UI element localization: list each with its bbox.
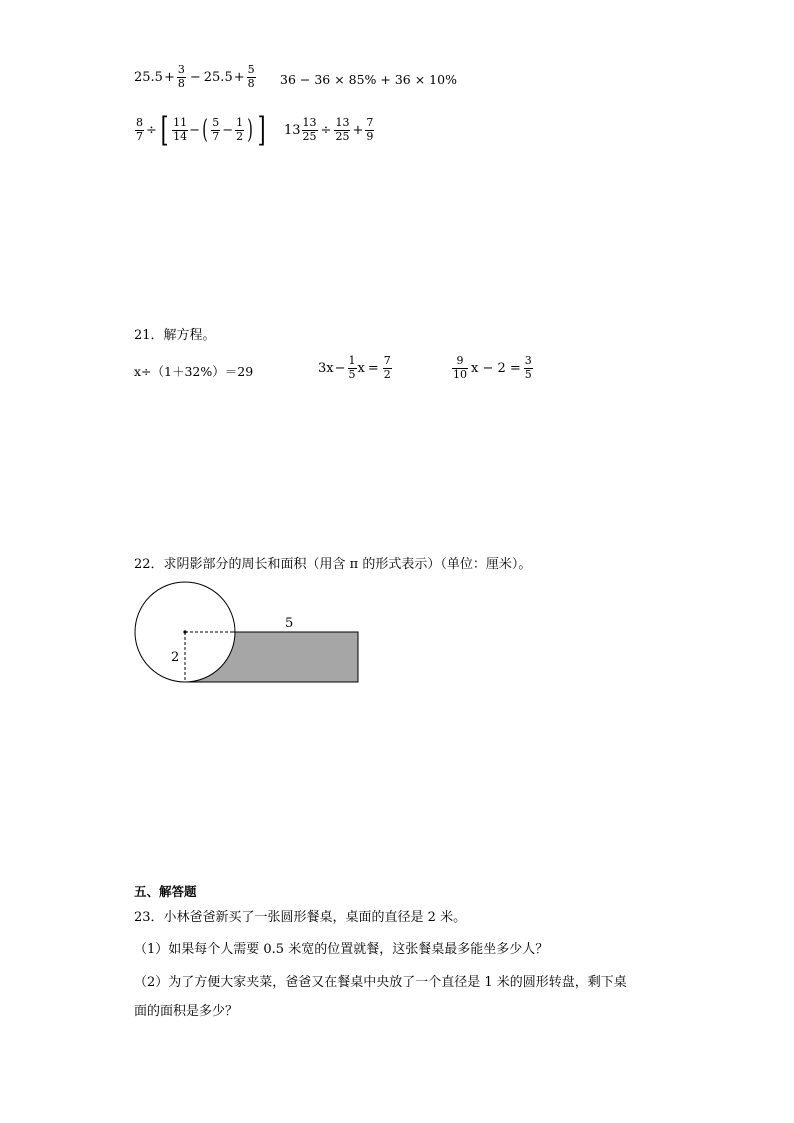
denominator: 8 bbox=[177, 76, 185, 90]
minus-sign: − bbox=[189, 122, 201, 138]
plus-sign: + bbox=[233, 69, 245, 85]
divide-sign: ÷ bbox=[146, 122, 157, 138]
denominator: 25 bbox=[335, 129, 350, 143]
plus-sign: + bbox=[163, 69, 175, 85]
question-23-stem: 23．小林爸爸新买了一张圆形餐桌，桌面的直径是 2 米。 bbox=[134, 910, 467, 925]
numerator: 1 bbox=[236, 115, 244, 129]
equals-sign: = bbox=[367, 360, 379, 376]
numerator: 11 bbox=[173, 115, 188, 129]
numerator: 5 bbox=[247, 63, 255, 76]
equation-body: x − 2 = bbox=[471, 360, 521, 376]
fraction-11-14 bbox=[172, 117, 188, 143]
numerator: 8 bbox=[136, 115, 143, 129]
variable-x: x bbox=[357, 360, 365, 376]
term-b: 25.5 bbox=[203, 69, 233, 85]
right-paren: ) bbox=[247, 115, 254, 145]
term-3x: 3x bbox=[318, 360, 334, 376]
fraction-3-8 bbox=[177, 64, 186, 90]
fraction-13-25 bbox=[302, 117, 318, 143]
denominator: 2 bbox=[236, 129, 244, 143]
numerator: 7 bbox=[383, 354, 391, 367]
shaded-figure bbox=[128, 575, 368, 690]
divide-sign: ÷ bbox=[320, 122, 332, 138]
denominator: 7 bbox=[136, 129, 143, 143]
minus-sign: − bbox=[222, 122, 234, 138]
equation-2 bbox=[318, 355, 393, 381]
equation-1: x÷（1＋32%）＝29 bbox=[134, 364, 254, 379]
fraction-1-5 bbox=[348, 355, 357, 381]
fraction-8-7 bbox=[135, 117, 144, 143]
fraction-3-5 bbox=[524, 355, 533, 381]
left-bracket: [ bbox=[160, 110, 169, 150]
numerator: 13 bbox=[335, 116, 350, 129]
numerator: 3 bbox=[524, 354, 532, 367]
numerator: 5 bbox=[212, 115, 220, 129]
numerator: 9 bbox=[456, 354, 464, 367]
center-dot bbox=[183, 630, 186, 633]
denominator: 5 bbox=[348, 367, 356, 381]
fraction-5-7 bbox=[211, 117, 220, 143]
fraction-7-2 bbox=[383, 355, 392, 381]
denominator: 14 bbox=[173, 129, 188, 143]
section-5-heading: 五、解答题 bbox=[134, 884, 197, 899]
label-2: 2 bbox=[171, 650, 180, 665]
minus-sign: − bbox=[334, 360, 346, 376]
equation-3 bbox=[451, 355, 534, 381]
label-5: 5 bbox=[285, 616, 294, 631]
calc-expression-3 bbox=[134, 110, 269, 150]
denominator: 9 bbox=[366, 129, 374, 143]
numerator: 1 bbox=[348, 354, 356, 367]
denominator: 10 bbox=[453, 367, 467, 381]
question-23-part-2-line-2: 面的面积是多少？ bbox=[134, 1004, 239, 1019]
numerator: 3 bbox=[177, 63, 185, 76]
plus-sign: + bbox=[352, 122, 364, 138]
right-bracket: ] bbox=[257, 110, 266, 150]
question-21-title: 21．解方程。 bbox=[134, 328, 216, 343]
fraction-5-8 bbox=[247, 64, 256, 90]
numerator: 13 bbox=[302, 116, 317, 129]
question-23-part-2-line-1: （2）为了方便大家夹菜，爸爸又在餐桌中央放了一个直径是 1 米的圆形转盘，剩下桌 bbox=[134, 975, 627, 990]
fraction-7-9 bbox=[365, 117, 374, 143]
fraction-9-10 bbox=[452, 355, 468, 381]
question-23-part-1: （1）如果每个人需要 0.5 米宽的位置就餐，这张餐桌最多能坐多少人？ bbox=[134, 942, 549, 957]
calc-expression-1 bbox=[134, 64, 257, 90]
calc-expression-2: 36 − 36 × 85% + 36 × 10% bbox=[280, 72, 457, 87]
left-paren: ( bbox=[202, 115, 208, 145]
fraction-13-25 bbox=[334, 117, 350, 143]
denominator: 25 bbox=[302, 129, 317, 143]
term-a: 25.5 bbox=[134, 69, 163, 85]
whole-number: 13 bbox=[284, 122, 301, 138]
minus-sign: − bbox=[189, 69, 201, 85]
fraction-1-2 bbox=[235, 117, 244, 143]
denominator: 7 bbox=[212, 129, 220, 143]
denominator: 5 bbox=[524, 367, 532, 381]
numerator: 7 bbox=[366, 116, 374, 129]
question-22-title: 22．求阴影部分的周长和面积（用含 π 的形式表示）（单位：厘米）。 bbox=[134, 557, 532, 572]
denominator: 2 bbox=[383, 367, 391, 381]
calc-expression-4 bbox=[284, 117, 375, 143]
denominator: 8 bbox=[247, 76, 255, 90]
